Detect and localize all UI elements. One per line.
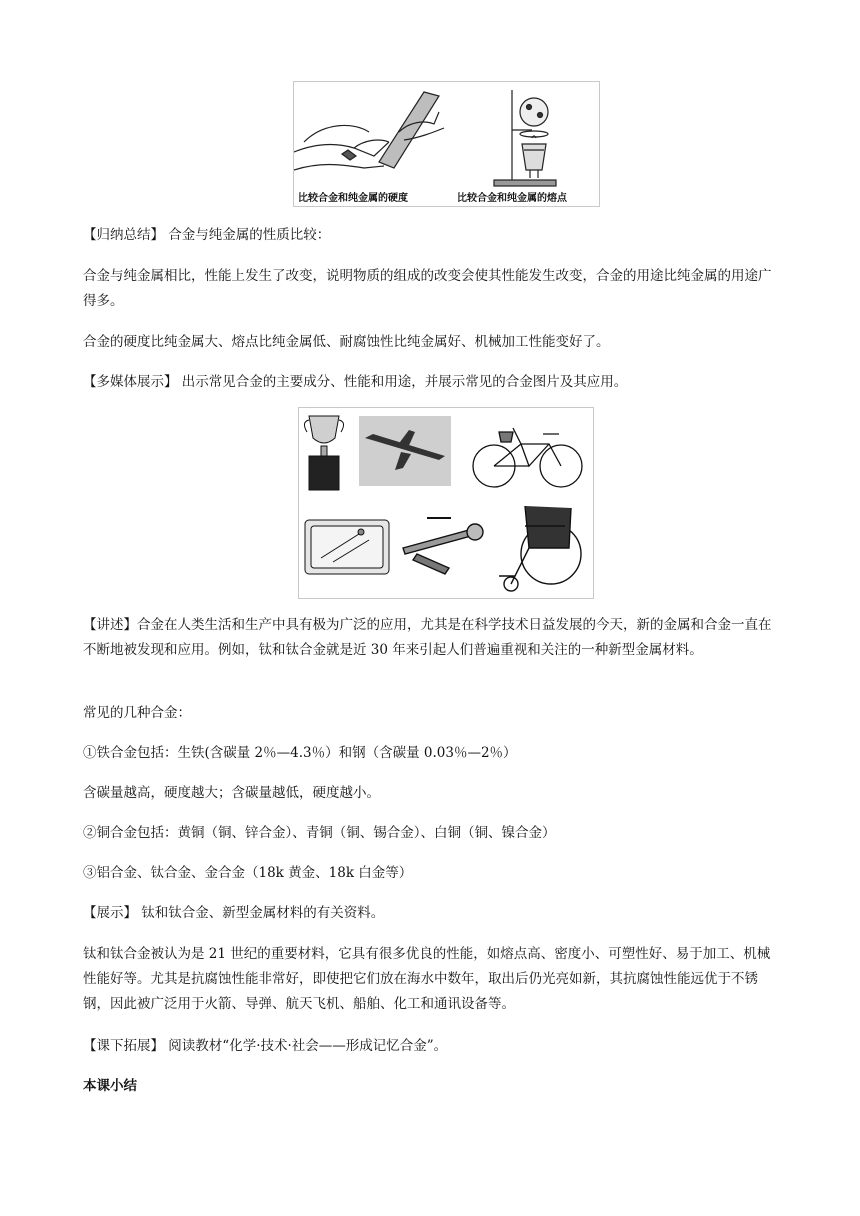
section-tag: 【课下拓展】 <box>83 1038 164 1054</box>
alloy-items-figure <box>298 407 594 599</box>
lesson-summary-heading: 本课小结 <box>83 1078 137 1094</box>
paragraph-extension <box>83 1034 781 1059</box>
paragraph-text: 合金在人类生活和生产中具有极为广泛的应用，尤其是在科学技术日益发展的今天，新的金属和合金一直在不断地被发现和应用。例如，钛和钛合金就是近 30 年来引起人们普遍重视和关注的一种新型金属材料。 <box>83 617 772 658</box>
paragraph-display <box>83 901 781 926</box>
paragraph-text: 钛和钛合金、新型金属材料的有关资料。 <box>137 905 385 921</box>
alloy-applications-illustration <box>299 408 593 598</box>
paragraph-properties: 合金的硬度比纯金属大、熔点比纯金属低、耐腐蚀性比纯金属好、机械加工性能变好了。 <box>83 334 610 350</box>
paragraph-other-alloys: ③铝合金、钛合金、金合金（18k 黄金、18k 白金等） <box>83 865 413 881</box>
paragraph-titanium: 钛和钛合金被认为是 21 世纪的重要材料，它具有很多优良的性能，如熔点高、密度小、可塑性好、易于加工、机械性能好等。尤其是抗腐蚀性能非常好，即使把它们放在海水中数年，取出后仍光亮如新，其抗腐蚀性能远优于不锈钢，因此被广泛用于火箭、导弹、航天飞机、船舶、化工和通讯设备等。 <box>83 946 771 1012</box>
paragraph-text: 出示常见合金的主要成分、性能和用途，并展示常见的合金图片及其应用。 <box>177 374 628 390</box>
bicycle-image <box>473 428 582 487</box>
paragraph-narration <box>83 613 781 663</box>
section-tag: 【展示】 <box>83 905 137 921</box>
figure-caption-melting-point: 比较合金和纯金属的熔点 <box>457 193 567 204</box>
wheelchair-image <box>499 506 581 591</box>
paragraph-alloy-vs-pure: 合金与纯金属相比，性能上发生了改变，说明物质的组成的改变会使其性能发生改变，合金的用途比纯金属的用途广得多。 <box>83 268 772 309</box>
surgical-tray-image <box>305 520 389 574</box>
paragraph-multimedia <box>83 370 781 395</box>
figure-caption-hardness: 比较合金和纯金属的硬度 <box>298 193 408 204</box>
paragraph-carbon-hardness: 含碳量越高，硬度越大；含碳量越低，硬度越小。 <box>83 785 380 801</box>
paragraph-common-alloys: 常见的几种合金： <box>83 705 191 721</box>
hardness-meltingpoint-illustration <box>294 82 599 206</box>
wrench-image <box>403 518 483 574</box>
paragraph-summary-heading <box>83 223 781 248</box>
section-tag: 【多媒体展示】 <box>83 374 178 390</box>
paragraph-copper-alloys: ②铜合金包括：黄铜（铜、锌合金）、青铜（铜、锡合金）、白铜（铜、镍合金） <box>83 825 556 841</box>
alloy-comparison-figure <box>293 81 600 207</box>
paragraph-iron-alloys: ①铁合金包括：生铁(含碳量 2％—4.3％）和钢（含碳量 0.03％—2％） <box>83 745 517 761</box>
section-tag: 【归纳总结】 <box>83 227 164 243</box>
trophy-image <box>304 416 343 490</box>
section-tag: 【讲述】 <box>83 617 137 633</box>
paragraph-text: 阅读教材“化学·技术·社会——形成记忆合金”。 <box>164 1038 448 1054</box>
airplane-image <box>359 416 451 486</box>
paragraph-text: 合金与纯金属的性质比较： <box>164 227 331 243</box>
